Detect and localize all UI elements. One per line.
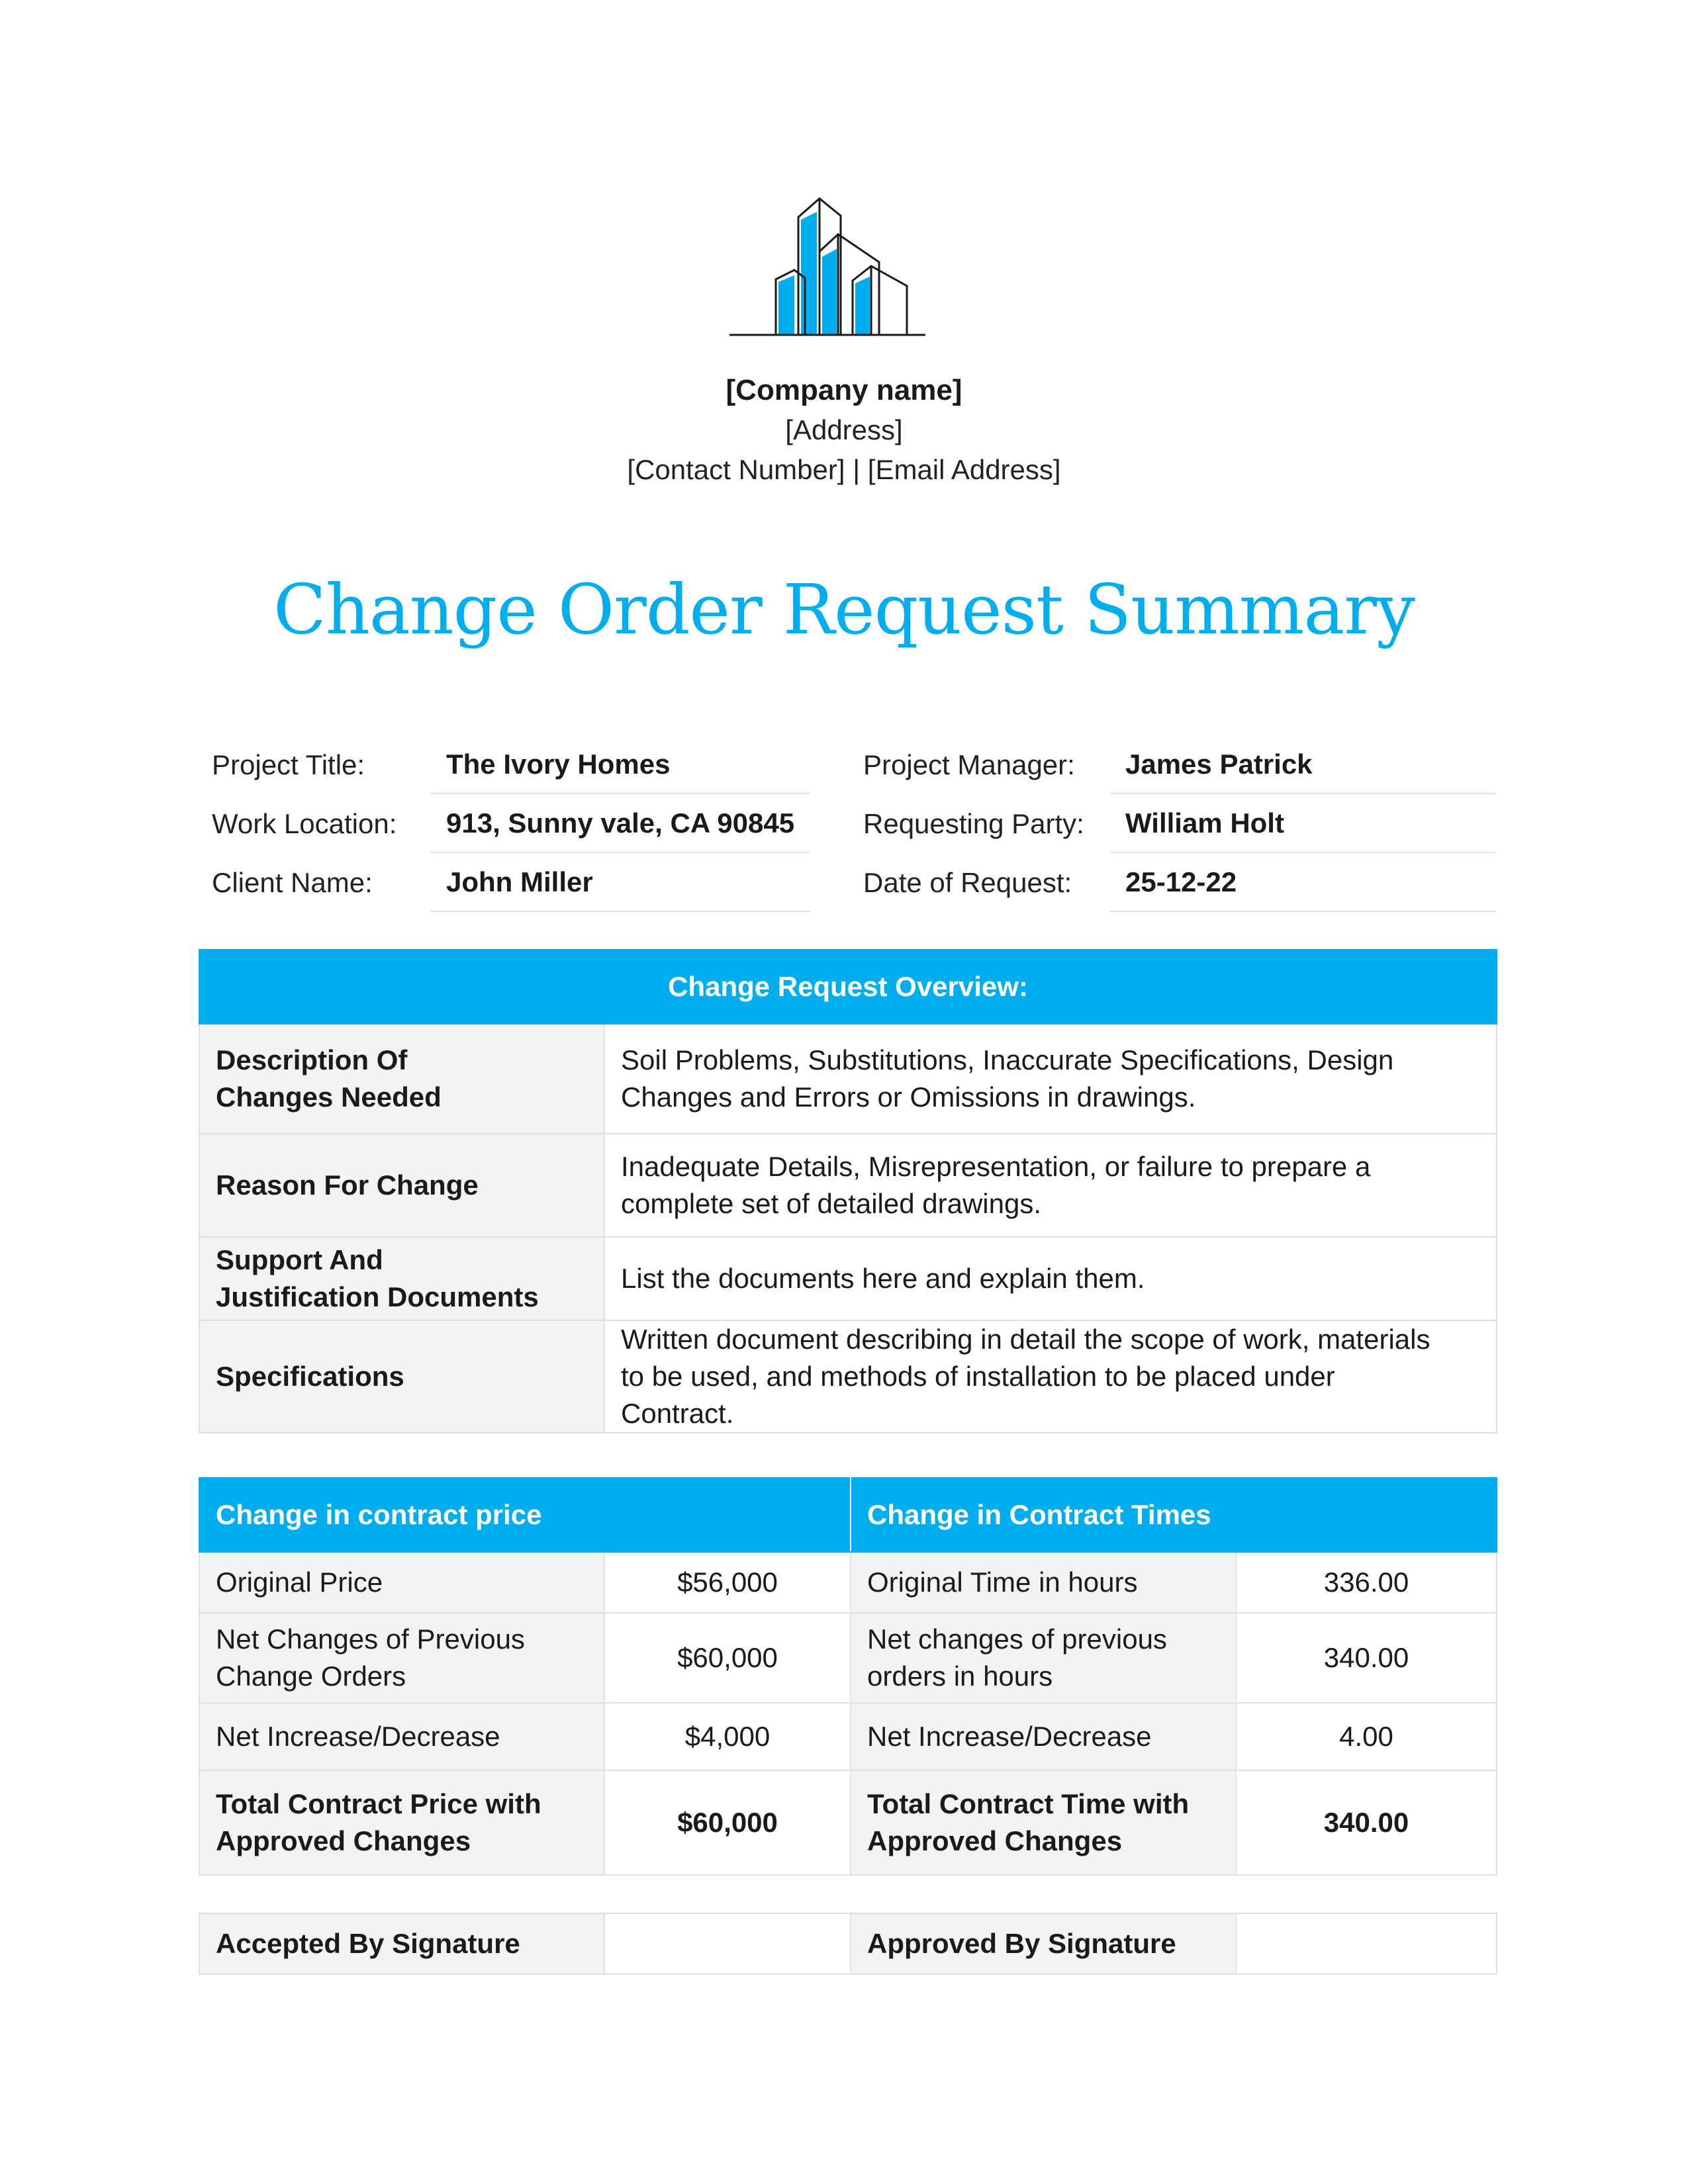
price-heading: Change in contract price — [199, 1478, 851, 1552]
time-total-value: 340.00 — [1236, 1770, 1497, 1875]
approved-signature-label: Approved By Signature — [851, 1913, 1236, 1974]
company-contact: [Contact Number] | [Email Address] — [627, 454, 1061, 485]
table-row — [199, 1237, 1497, 1320]
overview-heading: Change Request Overview: — [199, 950, 1497, 1024]
price-value: $56,000 — [604, 1552, 851, 1613]
info-value: John Miller — [430, 854, 810, 912]
table-row — [199, 1613, 1497, 1703]
info-value: 25-12-22 — [1109, 854, 1496, 912]
time-heading: Change in Contract Times — [851, 1478, 1497, 1552]
row-label: Reason For Change — [199, 1134, 604, 1237]
time-label: Net changes of previous orders in hours — [851, 1613, 1236, 1703]
time-total-label: Total Contract Time with Approved Changes — [851, 1770, 1236, 1875]
company-block — [0, 371, 1688, 490]
table-row — [199, 1134, 1497, 1237]
page-title: Change Order Request Summary — [273, 569, 1415, 650]
price-value: $60,000 — [604, 1613, 851, 1703]
signature-table — [199, 1913, 1497, 1975]
row-text: Inadequate Details, Misrepresentation, or failure to prepare a complete set of detailed drawings. — [604, 1134, 1497, 1237]
info-value: The Ivory Homes — [430, 736, 810, 794]
row-label: Support And Justification Documents — [199, 1237, 604, 1320]
time-value: 4.00 — [1236, 1703, 1497, 1770]
project-info — [199, 736, 1496, 915]
building-logo-icon — [728, 193, 927, 340]
company-name: [Company name] — [726, 374, 962, 406]
row-text: List the documents here and explain them. — [604, 1237, 1497, 1320]
info-value: William Holt — [1109, 795, 1496, 853]
table-row — [199, 1770, 1497, 1875]
info-label: Project Manager: — [863, 749, 1075, 780]
info-label: Project Title: — [212, 749, 365, 780]
row-label: Description Of Changes Needed — [199, 1024, 604, 1134]
price-label: Net Changes of Previous Change Orders — [199, 1613, 604, 1703]
time-value: 336.00 — [1236, 1552, 1497, 1613]
time-value: 340.00 — [1236, 1613, 1497, 1703]
info-label: Work Location: — [212, 808, 397, 839]
table-row — [199, 1552, 1497, 1613]
price-total-value: $60,000 — [604, 1770, 851, 1875]
time-label: Net Increase/Decrease — [851, 1703, 1236, 1770]
info-value: 913, Sunny vale, CA 90845 — [430, 795, 810, 853]
price-total-label: Total Contract Price with Approved Changes — [199, 1770, 604, 1875]
time-label: Original Time in hours — [851, 1552, 1236, 1613]
company-address: [Address] — [785, 414, 903, 445]
table-row — [199, 1703, 1497, 1770]
info-label: Date of Request: — [863, 867, 1072, 898]
price-label: Original Price — [199, 1552, 604, 1613]
accepted-signature-field[interactable] — [604, 1913, 851, 1974]
table-row — [199, 1320, 1497, 1433]
row-text: Soil Problems, Substitutions, Inaccurate Specifications, Design Changes and Errors or Omissions in drawings. — [604, 1024, 1497, 1134]
info-label: Client Name: — [212, 867, 373, 898]
table-row — [199, 1024, 1497, 1134]
row-label: Specifications — [199, 1320, 604, 1433]
price-value: $4,000 — [604, 1703, 851, 1770]
row-text: Written document describing in detail the scope of work, materials to be used, and methods of installation to be placed under Contract. — [604, 1320, 1497, 1433]
approved-signature-field[interactable] — [1236, 1913, 1497, 1974]
contract-changes-table — [199, 1477, 1497, 1876]
overview-table — [199, 949, 1497, 1433]
info-label: Requesting Party: — [863, 808, 1084, 839]
price-label: Net Increase/Decrease — [199, 1703, 604, 1770]
accepted-signature-label: Accepted By Signature — [199, 1913, 604, 1974]
info-value: James Patrick — [1109, 736, 1496, 794]
